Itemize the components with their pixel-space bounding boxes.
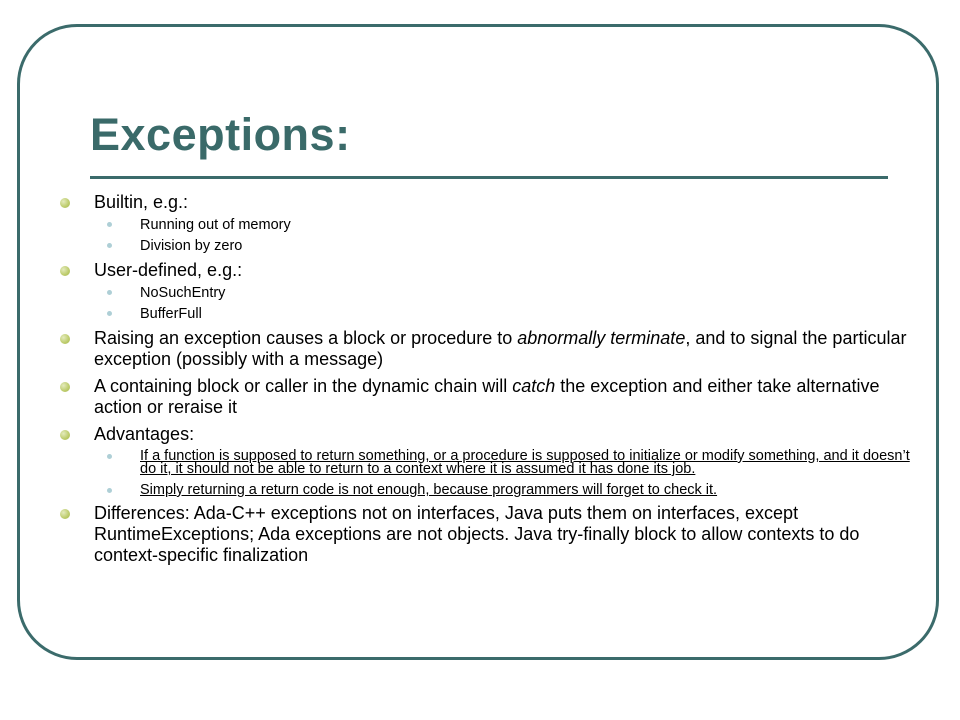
sub-bullet-dot-icon xyxy=(107,222,112,227)
bullet-emphasis: catch xyxy=(512,376,556,396)
sub-bullet-text: Division by zero xyxy=(140,238,243,254)
sub-bullet xyxy=(60,286,920,301)
bullet-emphasis: abnormally terminate xyxy=(517,328,686,348)
bullet-dot-icon xyxy=(60,334,70,344)
sub-bullet xyxy=(60,218,920,233)
sub-bullet xyxy=(60,450,920,476)
sub-bullet-dot-icon xyxy=(107,243,112,248)
slide-body xyxy=(60,184,920,566)
bullet-dot-icon xyxy=(60,266,70,276)
bullet-text: User-defined, e.g.: xyxy=(94,260,243,280)
bullet-text-part: the exception and either take alternative action or reraise it xyxy=(94,376,880,417)
bullet-dot-icon xyxy=(60,509,70,519)
bullet-text: Advantages: xyxy=(94,424,195,444)
bullet-differences xyxy=(60,503,920,566)
bullet-dot-icon xyxy=(60,198,70,208)
bullet-containing-block xyxy=(60,376,920,418)
sub-bullet-text: BufferFull xyxy=(140,306,202,322)
sub-bullet-dot-icon xyxy=(107,290,112,295)
bullet-text-part: A containing block or caller in the dynamic chain will xyxy=(94,376,513,396)
sub-bullet-dot-icon xyxy=(107,311,112,316)
bullet-text-part: , and to signal the particular exception (possibly with a message) xyxy=(94,328,907,369)
sub-bullet-dot-icon xyxy=(107,454,112,459)
slide-title: Exceptions: xyxy=(90,109,351,160)
sub-bullet-text: If a function is supposed to return something, or a procedure is supposed to initialize or modify something, and it doesn’t do it, it should not be able to return to a context where it is assumed it has done its job. xyxy=(140,448,910,477)
sub-bullet-dot-icon xyxy=(107,488,112,493)
sub-bullet-text: Running out of memory xyxy=(140,217,291,233)
bullet-text: Differences: Ada-C++ exceptions not on interfaces, Java puts them on interfaces, except RuntimeExceptions; Ada exceptions are not objects. Java try-finally block to allow contexts to do context-specific finalization xyxy=(94,503,860,565)
bullet-raising xyxy=(60,328,920,370)
bullet-dot-icon xyxy=(60,430,70,440)
sub-bullet xyxy=(60,484,920,497)
bullet-text: Builtin, e.g.: xyxy=(94,192,189,212)
bullet-user-defined xyxy=(60,260,920,322)
sub-bullet xyxy=(60,239,920,254)
sub-bullet-text: Simply returning a return code is not enough, because programmers will forget to check it. xyxy=(140,482,718,498)
sub-bullet xyxy=(60,307,920,322)
bullet-dot-icon xyxy=(60,382,70,392)
bullet-advantages xyxy=(60,424,920,497)
sub-bullet-text: NoSuchEntry xyxy=(140,285,226,301)
title-underline xyxy=(90,176,888,179)
bullet-text-part: Raising an exception causes a block or procedure to xyxy=(94,328,518,348)
bullet-builtin xyxy=(60,192,920,254)
